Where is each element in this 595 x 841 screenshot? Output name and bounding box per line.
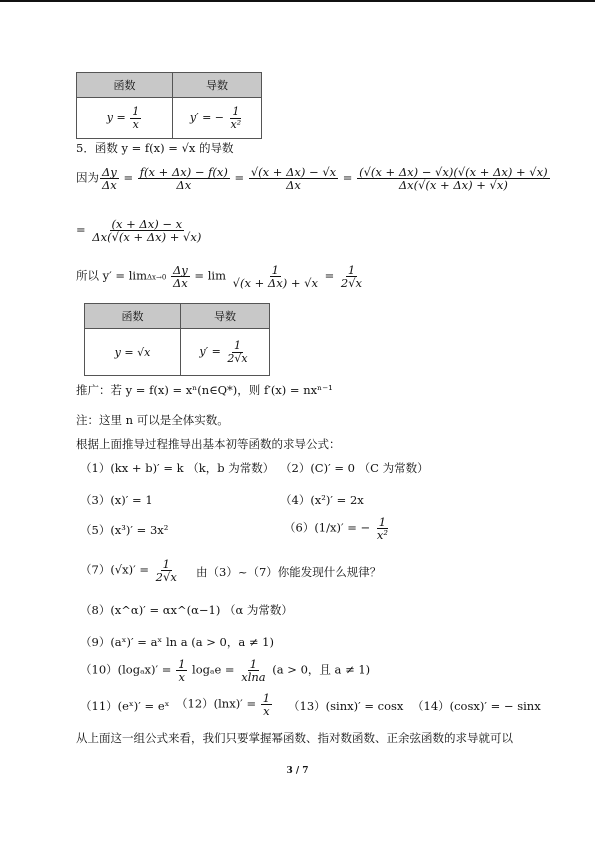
table-header-derivative: 导数 [181,304,270,329]
table-cell-function: y = $\frac{1}{x}$ [77,98,173,139]
generalization-text: 推广：若 y = f(x) = xⁿ(n∈Q*)，则 f′(x) = nxⁿ⁻¹ [76,383,333,397]
table-header-function: 函数 [77,73,173,98]
formula-13: （13）(sinx)′ = cosx [288,699,404,713]
table-header-derivative: 导数 [173,73,262,98]
formula-2: （2）(C)′ = 0 （C 为常数） [280,461,429,475]
table-header-function: 函数 [85,304,181,329]
derivative-table-reciprocal [76,72,262,139]
top-rule [0,0,595,2]
formula-4: （4）(x²)′ = 2x [280,493,364,507]
formula-11: （11）(eˣ)′ = eˣ [80,699,170,713]
derivation-equation-3: 所以 y′ = limΔx→0 $\frac{\Delta y}{\Delta x}$ = lim $\frac{1}{√(x + \Delta x) + √x}$ = $\frac{1}{2√x}$ [76,263,363,291]
note-text: 注：这里 n 可以是全体实数。 [76,413,229,427]
formula-6: （6）(1/x)′ = − $\frac{1}{\text{x²}}$ [284,515,388,543]
formula-12: （12）(lnx)′ = $\frac{1}{x}$ [176,691,271,719]
formula-5: （5）(x³)′ = 3x² [80,523,169,537]
formula-10: （10）(logₐx)′ = $\frac{1}{x}$ logₐe = $\frac{1}{xlna}$ (a > 0，且 a ≠ 1) [80,657,371,685]
formula-8: （8）(x^α)′ = αx^(α−1) （α 为常数） [80,603,293,617]
derivation-equation-2: = $\frac{(x + \Delta x) - x}{\Delta x(√(x + \Delta x) + √x)}$ [76,217,202,245]
table-cell-derivative: y′ = $\frac{1}{2√x}$ [181,329,270,376]
derivation-equation-1: 因为 $\frac{\Delta y}{\Delta x}$ = $\frac{f(x + \Delta x) - f(x)}{\Delta x}$ = $\frac{√(x + \Delta x) - √x}{\Delta x}$ = $\frac{(√(x + \Delta x) - √x)(√(x + \Delta x) + √x)}{\Delta x(√(x + \Delta x) + √x)}$ [76,165,548,193]
formula-9: （9）(aˣ)′ = aˣ ln a (a > 0，a ≠ 1) [80,635,274,649]
formula-7-question: 由（3）~（7）你能发现什么规律？ [196,565,382,579]
section-5-heading: 5．函数 y = f(x) = √x 的导数 [76,141,234,155]
formula-7: （7）(√x)′ = $\frac{1}{2√x}$ [80,557,177,585]
closing-text: 从上面这一组公式来看，我们只要掌握幂函数、指对数函数、正余弦函数的求导就可以 [76,731,513,745]
formula-14: （14）(cosx)′ = − sinx [412,699,541,713]
table-cell-derivative: y′ = − $\frac{1}{\text{x²}}$ [173,98,262,139]
formula-1: （1）(kx + b)′ = k （k，b 为常数） [80,461,275,475]
table-cell-function: y = √x [85,329,181,376]
formula-3: （3）(x)′ = 1 [80,493,153,507]
formula-intro: 根据上面推导过程推导出基本初等函数的求导公式： [76,437,341,451]
derivative-table-sqrt [84,303,270,376]
page-number: 3 / 7 [286,766,309,776]
